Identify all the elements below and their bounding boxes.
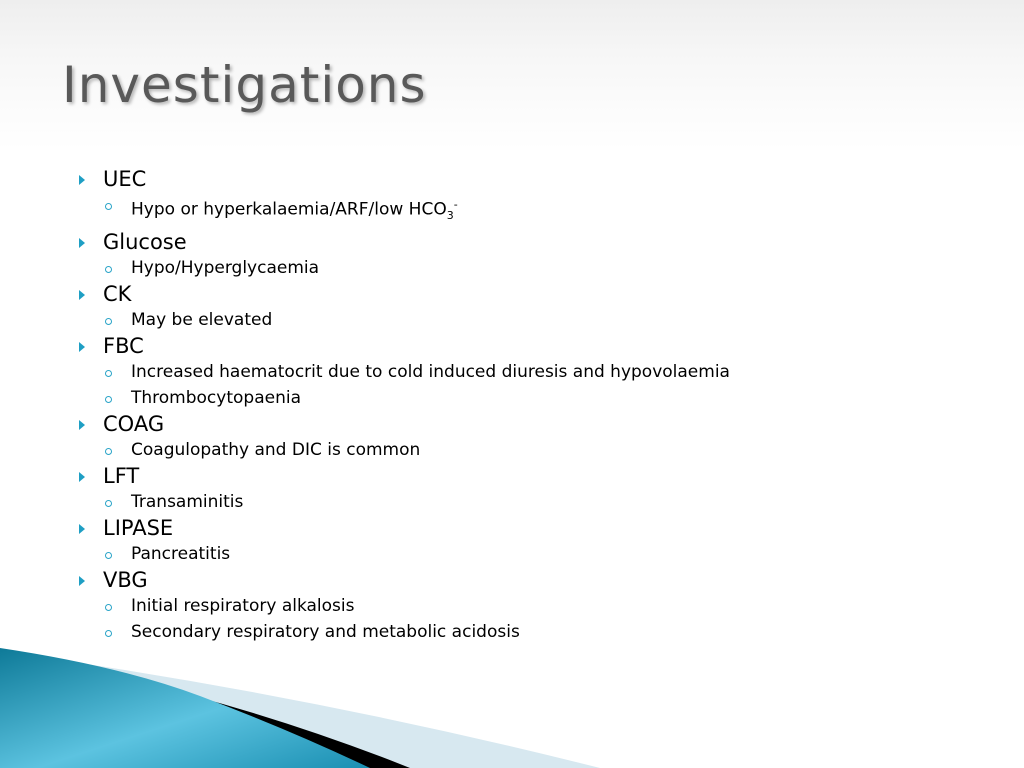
- sub-bullet-text: May be elevated: [131, 310, 273, 331]
- sub-bullet-text: Hypo or hyperkalaemia/ARF/low HCO: [131, 199, 447, 220]
- sub-bullet-item: [103, 385, 730, 411]
- sub-bullet-text: Pancreatitis: [131, 544, 231, 565]
- bullet-heading: Glucose: [103, 230, 187, 255]
- bullet-list: [103, 166, 730, 645]
- bullet-item: [103, 281, 730, 307]
- superscript-text: -: [453, 198, 458, 211]
- sub-bullet-item: [103, 255, 730, 281]
- sub-bullet-item: [103, 437, 730, 463]
- circle-bullet-icon: [105, 500, 112, 507]
- arrow-bullet-icon: [79, 472, 85, 482]
- arrow-bullet-icon: [79, 576, 85, 586]
- subscript-text: 3: [446, 209, 454, 223]
- bullet-heading: LIPASE: [103, 516, 174, 541]
- bullet-item: [103, 515, 730, 541]
- bullet-heading: CK: [103, 282, 132, 307]
- circle-bullet-icon: [105, 448, 112, 455]
- arrow-bullet-icon: [79, 420, 85, 430]
- slide-title: Investigations: [62, 56, 427, 114]
- circle-bullet-icon: [105, 370, 112, 377]
- bullet-item: [103, 567, 730, 593]
- circle-bullet-icon: [105, 318, 112, 325]
- bullet-heading: COAG: [103, 412, 165, 437]
- arrow-bullet-icon: [79, 175, 85, 185]
- sub-bullet-text: Thrombocytopaenia: [131, 388, 301, 409]
- circle-bullet-icon: [105, 552, 112, 559]
- arrow-bullet-icon: [79, 290, 85, 300]
- sub-bullet-item: [103, 489, 730, 515]
- bullet-heading: UEC: [103, 167, 147, 191]
- circle-bullet-icon: [105, 203, 112, 210]
- sub-bullet-text: Coagulopathy and DIC is common: [131, 440, 421, 461]
- sub-bullet-item: [103, 541, 730, 567]
- sub-bullet-text: Initial respiratory alkalosis: [131, 596, 355, 617]
- bullet-heading: VBG: [103, 568, 148, 593]
- sub-bullet-text: Secondary respiratory and metabolic acidosis: [131, 622, 520, 643]
- arrow-bullet-icon: [79, 238, 85, 248]
- sub-bullet-text: Increased haematocrit due to cold induced diuresis and hypovolaemia: [131, 362, 730, 383]
- bullet-item: [103, 229, 730, 255]
- bullet-item: [103, 463, 730, 489]
- sub-bullet-text: Transaminitis: [131, 492, 244, 513]
- sub-bullet-item: [103, 192, 730, 229]
- bullet-item: [103, 166, 730, 192]
- bullet-item: [103, 411, 730, 437]
- circle-bullet-icon: [105, 396, 112, 403]
- bullet-heading: LFT: [103, 464, 140, 489]
- arrow-bullet-icon: [79, 342, 85, 352]
- bullet-heading: FBC: [103, 334, 144, 359]
- circle-bullet-icon: [105, 266, 112, 273]
- sub-bullet-item: [103, 307, 730, 333]
- arrow-bullet-icon: [79, 524, 85, 534]
- bullet-item: [103, 333, 730, 359]
- sub-bullet-item: [103, 359, 730, 385]
- decorative-wave-graphic: [0, 600, 1024, 768]
- sub-bullet-text: Hypo/Hyperglycaemia: [131, 258, 320, 279]
